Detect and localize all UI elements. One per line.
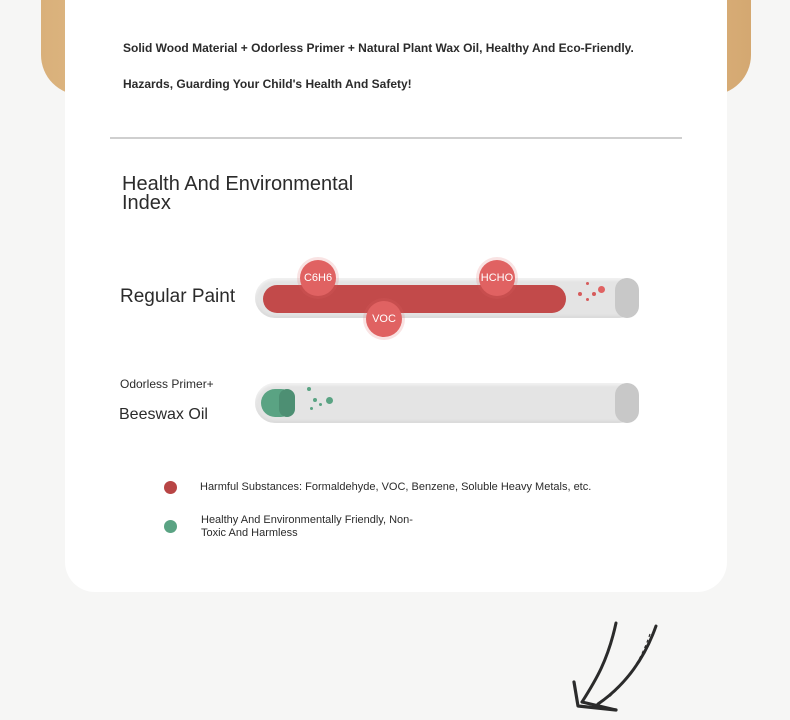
section-title: Health And Environmental Index [122, 173, 354, 214]
harmful-legend-text: Harmful Substances: Formaldehyde, VOC, Benzene, Soluble Heavy Metals, etc. [200, 481, 592, 493]
regular-paint-label: Regular Paint [120, 286, 236, 307]
info-card [65, 0, 727, 592]
particle-dot [586, 282, 589, 285]
voc-badge: VOC [366, 301, 402, 337]
beeswax-label-small: Odorless Primer+ [120, 377, 214, 391]
intro-line-1: Solid Wood Material + Odorless Primer + Natural Plant Wax Oil, Healthy And Eco-Friendly. [123, 41, 634, 55]
particle-dot [586, 298, 589, 301]
harmful-legend-dot [164, 481, 177, 494]
beeswax-fill [261, 389, 295, 417]
tube-cap [615, 383, 639, 423]
particle-dot [319, 403, 322, 406]
particle-dot [598, 286, 605, 293]
particle-dot [313, 398, 317, 402]
beeswax-label: Beeswax Oil [119, 406, 208, 423]
c6h6-badge: C6H6 [300, 260, 336, 296]
particle-dot [326, 397, 333, 404]
intro-line-2: Hazards, Guarding Your Child's Health And Safety! [123, 77, 412, 91]
particle-dot [592, 292, 596, 296]
particle-dot [578, 292, 582, 296]
particle-dot [307, 387, 311, 391]
beeswax-tube [255, 383, 639, 423]
tube-cap [615, 278, 639, 318]
healthy-legend-text: Healthy And Environmentally Friendly, Non-Toxic And Harmless [201, 514, 413, 539]
hand-drawn-arrow-icon [568, 620, 668, 715]
divider [110, 137, 682, 139]
hcho-badge: HCHO [479, 260, 515, 296]
particle-dot [310, 407, 313, 410]
healthy-legend-dot [164, 520, 177, 533]
